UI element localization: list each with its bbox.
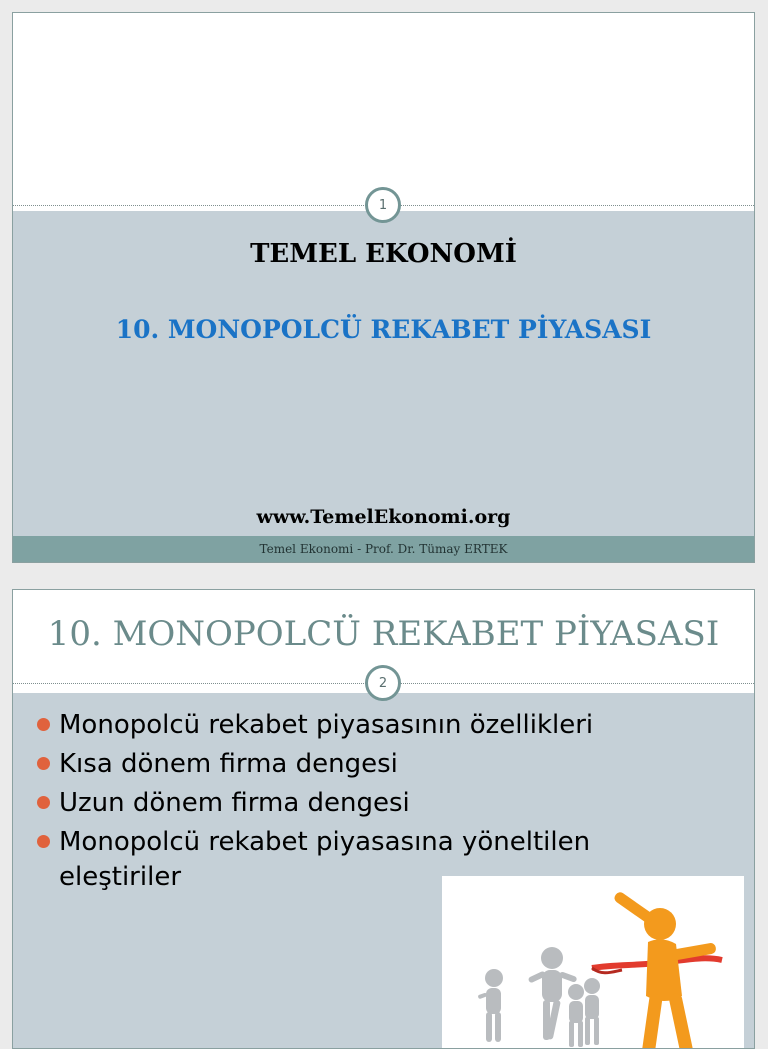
bullet-dot-icon — [37, 757, 50, 770]
slide-1-footer-text: Temel Ekonomi - Prof. Dr. Tümay ERTEK — [259, 542, 508, 556]
slide-2 — [12, 589, 755, 1049]
bullet-text: Uzun dönem firma dengesi — [59, 788, 410, 818]
bullet-item — [35, 708, 714, 743]
slide-1-website: www.TemelEkonomi.org — [256, 506, 511, 528]
bullet-text: Monopolcü rekabet piyasasının özellikleri — [59, 710, 594, 740]
slide-2-number: 2 — [378, 675, 388, 691]
slide-2-number-badge — [365, 665, 401, 701]
bullet-dot-icon — [37, 718, 50, 731]
slide-2-title: 10. MONOPOLCÜ REKABET PİYASASI — [47, 614, 720, 654]
slide-1-subtitle: 10. MONOPOLCÜ REKABET PİYASASI — [115, 315, 652, 344]
bullet-dot-icon — [37, 796, 50, 809]
slide-1-title: TEMEL EKONOMİ — [250, 239, 517, 269]
bullet-text: Kısa dönem firma dengesi — [59, 749, 398, 779]
slide-1-number-badge — [365, 187, 401, 223]
slide-1-footer — [13, 536, 754, 562]
bullet-item — [35, 786, 714, 821]
slide-1 — [12, 12, 755, 563]
bullet-text: Monopolcü rekabet piyasasına yöneltilen eleştiriler — [59, 827, 591, 892]
bullet-dot-icon — [37, 835, 50, 848]
bullet-item — [35, 747, 714, 782]
slide-2-bullet-list — [35, 708, 714, 899]
race-finish-line-figures-icon — [442, 876, 744, 1049]
slide-1-number: 1 — [378, 197, 388, 213]
